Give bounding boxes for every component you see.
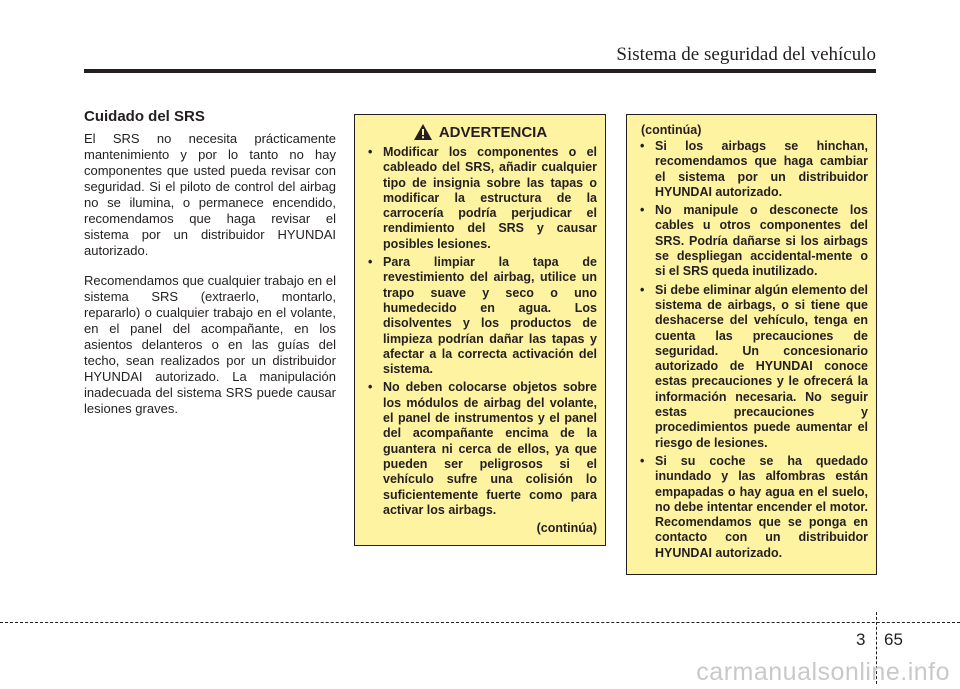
warning-box	[354, 114, 606, 546]
watermark: carmanualsonline.info	[696, 658, 950, 686]
warning-box-continued	[626, 114, 877, 575]
chapter-number: 3	[856, 630, 866, 649]
warning-heading	[363, 123, 597, 141]
list-item: • No manipule o desconecte los cables u otros componentes del SRS. Podría dañarse si los airbags se despliegan accidental-mente o si el SRS queda inutilizado.	[635, 203, 868, 279]
continued-heading: (continúa)	[641, 123, 702, 137]
list-item: • Si los airbags se hinchan, recomendamos que haga cambiar el sistema por un distribuidor HYUNDAI autorizado.	[635, 139, 868, 200]
paragraph-2: Recomendamos que cualquier trabajo en el sistema SRS (extraerlo, montarlo, repararlo) o cualquier trabajo en el volante, en el panel del acompañante, en los asientos delanteros o en las guías del techo, sean realizados por un distribuidor HYUNDAI autorizado. La manipulación inadecuada del sistema SRS puede causar lesiones graves.	[84, 273, 336, 416]
header-divider	[84, 69, 876, 73]
paragraph-1: El SRS no necesita prácticamente mantenimiento y por lo tanto no hay componentes que usted pueda revisar con seguridad. Si el piloto de control del airbag no se ilumina, o permanece encendido, recomendamos que haga revisar el sistema por un distribuidor HYUNDAI autorizado.	[84, 131, 336, 258]
list-item: • Modificar los componentes o el cableado del SRS, añadir cualquier tipo de insignia sobre las tapas o modificar la estructura de la carrocería podría perjudicar el rendimiento del SRS y causar posibles lesiones.	[363, 145, 597, 252]
list-item: • Para limpiar la tapa de revestimiento del airbag, utilice un trapo suave y seco o uno humedecido en agua. Los disolventes y los productos de limpieza podrían dañar las tapas y afectar a la correcta activación del sistema.	[363, 255, 597, 377]
warning-list	[363, 145, 597, 518]
list-item: • No deben colocarse objetos sobre los módulos de airbag del volante, el panel de instrumentos y el panel del acompañante encima de la guantera ni cerca de ellos, ya que pueden ser peligrosos si el vehículo sufre una colisión lo suficientemente fuerte como para activar los airbags.	[363, 380, 597, 518]
list-item: • Si su coche se ha quedado inundado y las alfombras están empapadas o hay agua en el suelo, no debe intentar encender el motor. Recomendamos que se ponga en contacto con un distribuidor HYUNDAI autorizado.	[635, 454, 868, 561]
warning-list-continued	[635, 139, 868, 561]
list-item: • Si debe eliminar algún elemento del sistema de airbags, o si tiene que deshacerse del vehículo, tenga en cuenta las precauciones de seguridad. Un concesionario autorizado de HYUNDAI conoce estas precauciones y le ofrecerá la información necesaria. No seguir estas precauciones y procedimientos puede aumentar el riesgo de lesiones.	[635, 283, 868, 451]
page-number: 65	[884, 630, 903, 649]
section-title-header: Sistema de seguridad del vehículo	[616, 44, 876, 65]
left-column	[84, 108, 336, 431]
warning-title: ADVERTENCIA	[438, 123, 548, 141]
footer-divider	[0, 622, 960, 623]
warning-triangle-icon	[413, 123, 433, 141]
continued-label: (continúa)	[536, 521, 597, 536]
srs-care-heading: Cuidado del SRS	[84, 108, 205, 125]
